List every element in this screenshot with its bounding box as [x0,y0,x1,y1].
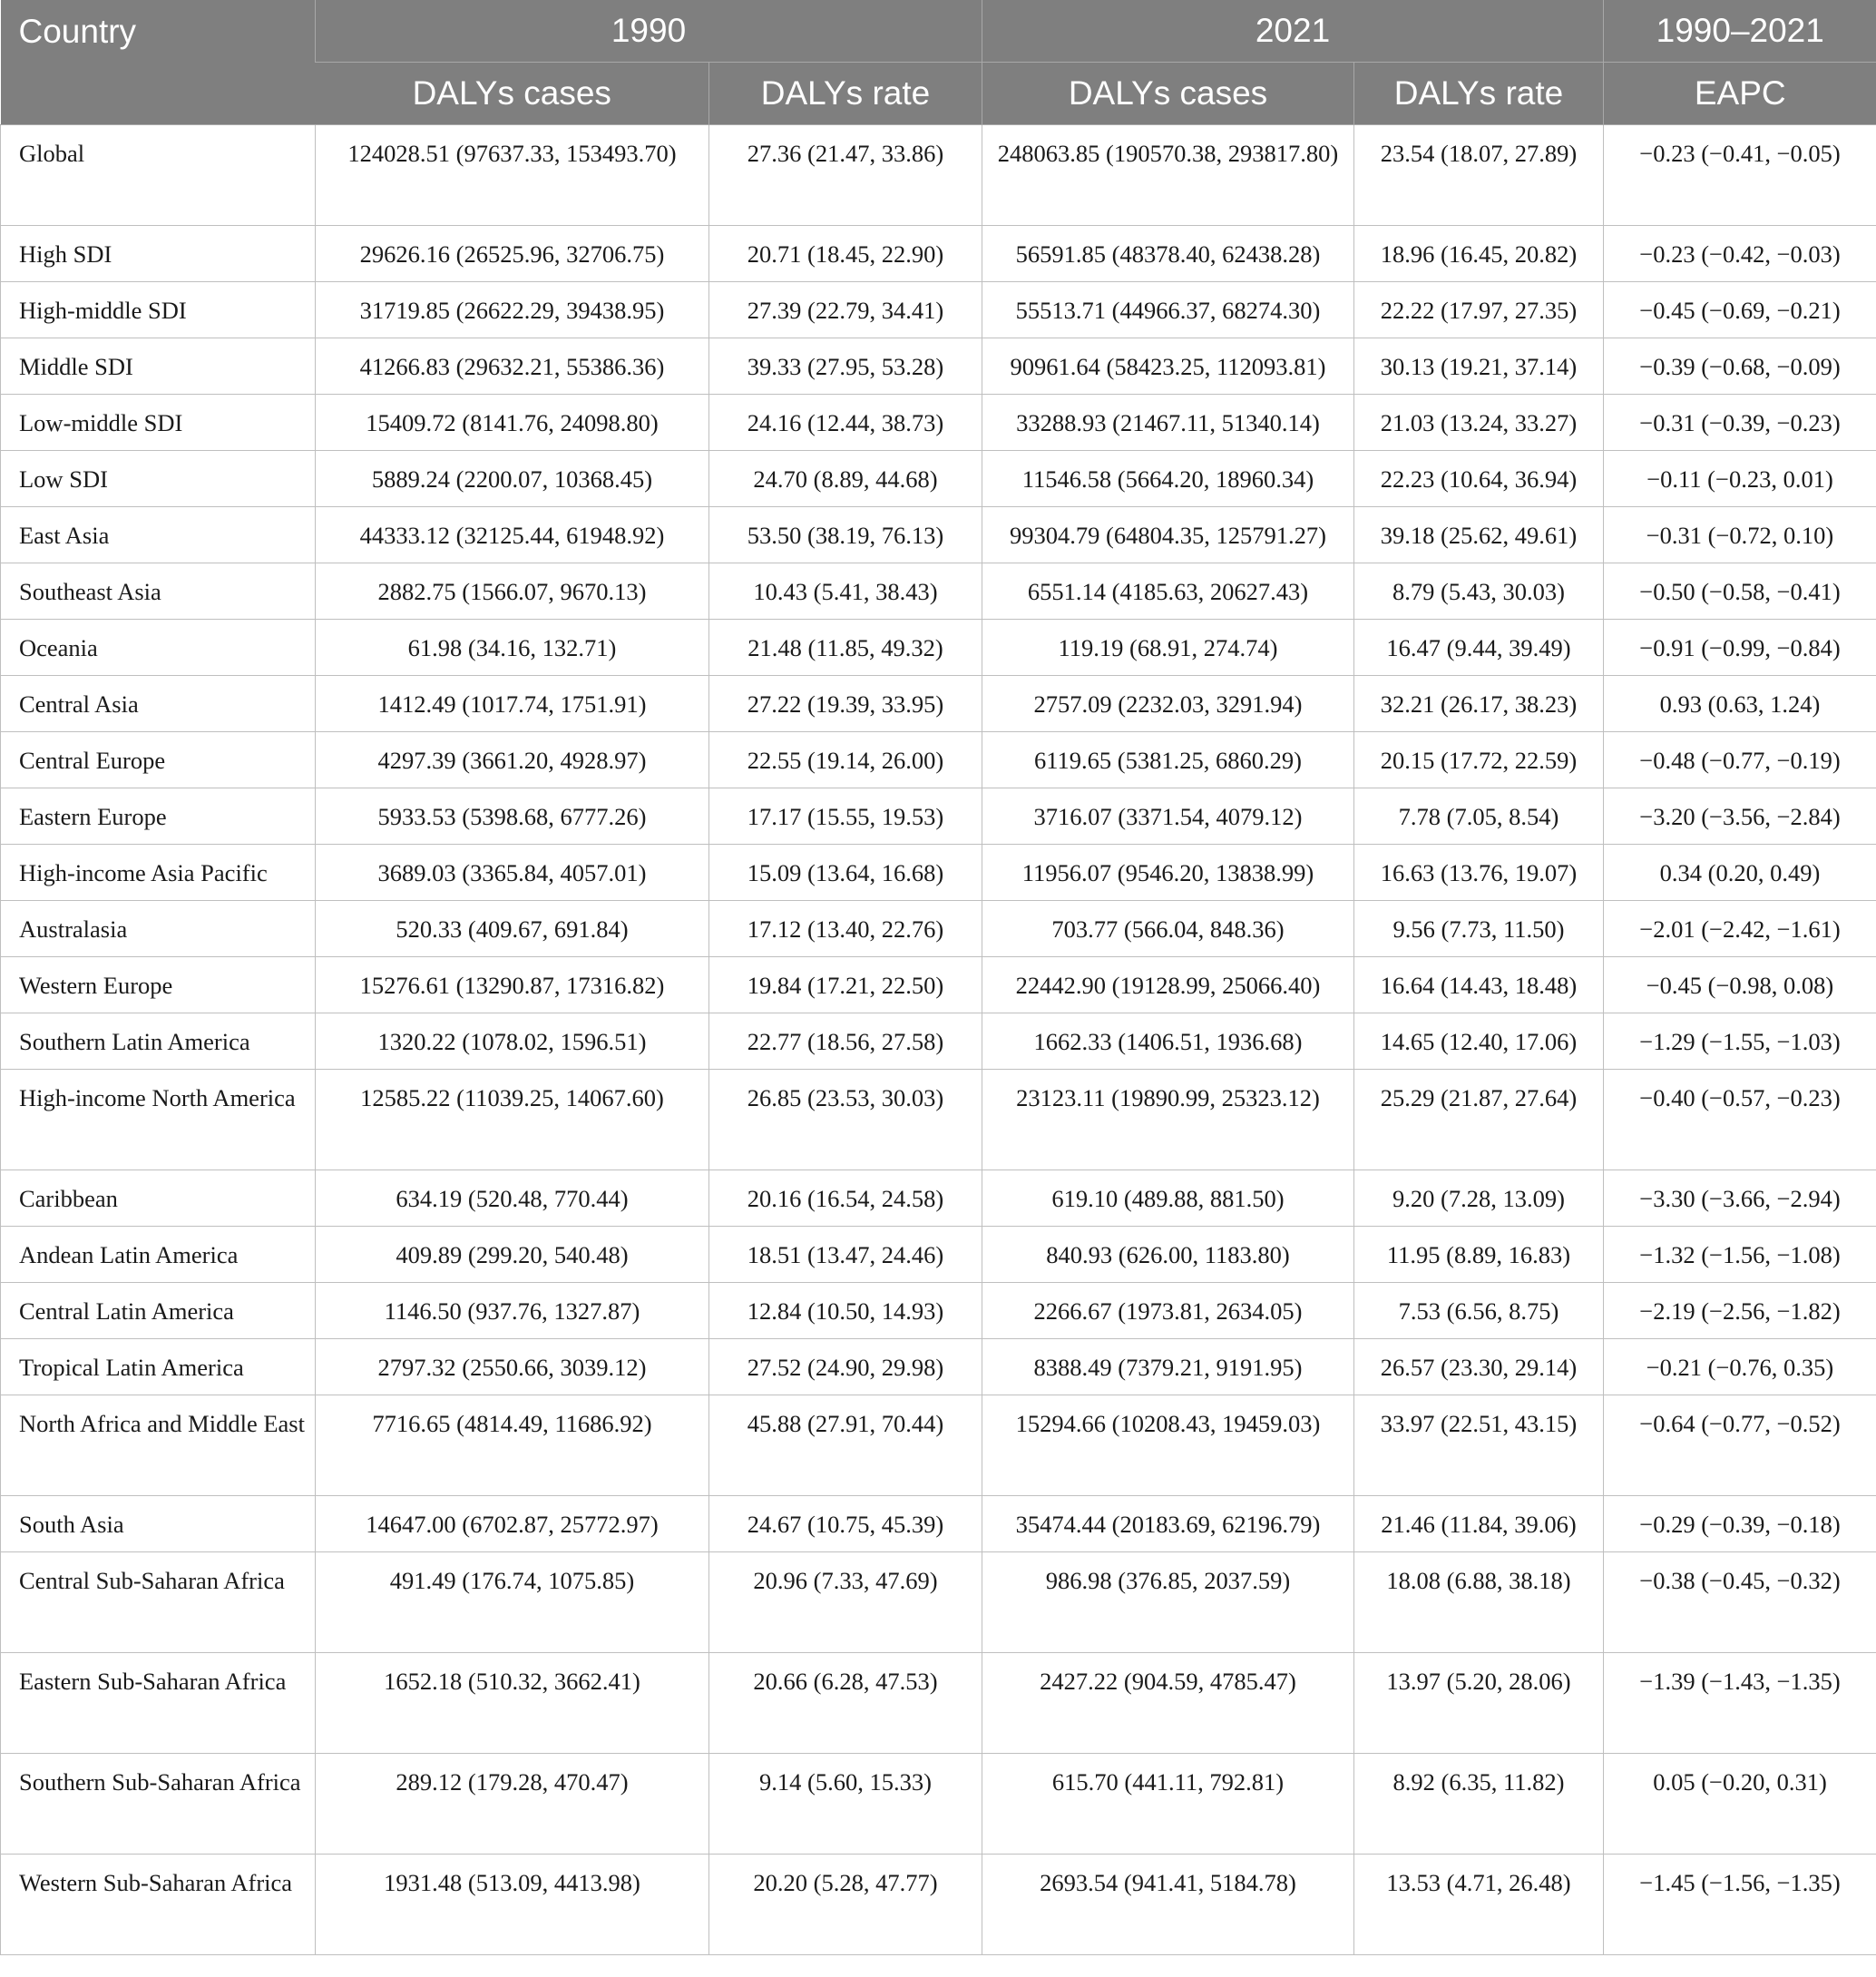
eapc-cell: −1.39 (−1.43, −1.35) [1604,1653,1876,1754]
dalys-cases-1990-cell: 61.98 (34.16, 132.71) [316,620,709,676]
table-row [1,395,1876,451]
country-cell: Central Europe [1,732,316,788]
eapc-cell: −0.23 (−0.41, −0.05) [1604,125,1876,226]
dalys-cases-1990-cell: 1320.22 (1078.02, 1596.51) [316,1013,709,1070]
table-row [1,1653,1876,1754]
dalys-cases-1990-cell: 491.49 (176.74, 1075.85) [316,1552,709,1653]
table-row [1,563,1876,620]
eapc-cell: −0.29 (−0.39, −0.18) [1604,1496,1876,1552]
table-row [1,1170,1876,1227]
dalys-cases-1990-cell: 7716.65 (4814.49, 11686.92) [316,1395,709,1496]
country-cell: Middle SDI [1,338,316,395]
dalys-rate-2021-cell: 8.79 (5.43, 30.03) [1354,563,1604,620]
dalys-cases-2021-cell: 90961.64 (58423.25, 112093.81) [982,338,1354,395]
header-row-years [1,0,1876,63]
dalys-rate-1990-cell: 15.09 (13.64, 16.68) [709,845,982,901]
table-row [1,226,1876,282]
dalys-rate-2021-cell: 21.03 (13.24, 33.27) [1354,395,1604,451]
dalys-rate-1990-cell: 27.39 (22.79, 34.41) [709,282,982,338]
eapc-cell: −0.38 (−0.45, −0.32) [1604,1552,1876,1653]
dalys-cases-2021-cell: 119.19 (68.91, 274.74) [982,620,1354,676]
country-cell: High SDI [1,226,316,282]
dalys-rate-1990-cell: 24.16 (12.44, 38.73) [709,395,982,451]
dalys-cases-1990-cell: 1652.18 (510.32, 3662.41) [316,1653,709,1754]
eapc-cell: −3.30 (−3.66, −2.94) [1604,1170,1876,1227]
table-row [1,1013,1876,1070]
country-cell: High-income Asia Pacific [1,845,316,901]
dalys-rate-1990-cell: 12.84 (10.50, 14.93) [709,1283,982,1339]
dalys-cases-2021-cell: 33288.93 (21467.11, 51340.14) [982,395,1354,451]
header-dalys-cases-2021: DALYs cases [982,63,1354,125]
dalys-cases-2021-cell: 248063.85 (190570.38, 293817.80) [982,125,1354,226]
dalys-rate-2021-cell: 39.18 (25.62, 49.61) [1354,507,1604,563]
dalys-cases-2021-cell: 35474.44 (20183.69, 62196.79) [982,1496,1354,1552]
table-row [1,338,1876,395]
dalys-cases-2021-cell: 6119.65 (5381.25, 6860.29) [982,732,1354,788]
dalys-rate-2021-cell: 13.97 (5.20, 28.06) [1354,1653,1604,1754]
eapc-cell: 0.34 (0.20, 0.49) [1604,845,1876,901]
eapc-cell: −0.39 (−0.68, −0.09) [1604,338,1876,395]
dalys-rate-2021-cell: 18.08 (6.88, 38.18) [1354,1552,1604,1653]
country-cell: High-income North America [1,1070,316,1170]
dalys-cases-2021-cell: 2427.22 (904.59, 4785.47) [982,1653,1354,1754]
dalys-rate-1990-cell: 20.71 (18.45, 22.90) [709,226,982,282]
dalys-rate-2021-cell: 13.53 (4.71, 26.48) [1354,1855,1604,1955]
eapc-cell: −0.31 (−0.39, −0.23) [1604,395,1876,451]
dalys-cases-1990-cell: 15409.72 (8141.76, 24098.80) [316,395,709,451]
dalys-rate-1990-cell: 10.43 (5.41, 38.43) [709,563,982,620]
country-cell: North Africa and Middle East [1,1395,316,1496]
dalys-rate-1990-cell: 19.84 (17.21, 22.50) [709,957,982,1013]
table-header [1,0,1876,125]
country-cell: Southeast Asia [1,563,316,620]
dalys-cases-2021-cell: 15294.66 (10208.43, 19459.03) [982,1395,1354,1496]
country-cell: High-middle SDI [1,282,316,338]
eapc-cell: −2.01 (−2.42, −1.61) [1604,901,1876,957]
eapc-cell: −0.45 (−0.69, −0.21) [1604,282,1876,338]
country-cell: Southern Latin America [1,1013,316,1070]
dalys-cases-1990-cell: 5933.53 (5398.68, 6777.26) [316,788,709,845]
dalys-cases-2021-cell: 615.70 (441.11, 792.81) [982,1754,1354,1855]
dalys-rate-1990-cell: 27.36 (21.47, 33.86) [709,125,982,226]
table-row [1,957,1876,1013]
country-cell: Australasia [1,901,316,957]
dalys-rate-2021-cell: 9.20 (7.28, 13.09) [1354,1170,1604,1227]
dalys-rate-2021-cell: 16.63 (13.76, 19.07) [1354,845,1604,901]
country-cell: Central Sub-Saharan Africa [1,1552,316,1653]
eapc-cell: −1.45 (−1.56, −1.35) [1604,1855,1876,1955]
table-row [1,1754,1876,1855]
table-row [1,1395,1876,1496]
dalys-cases-1990-cell: 634.19 (520.48, 770.44) [316,1170,709,1227]
dalys-rate-1990-cell: 18.51 (13.47, 24.46) [709,1227,982,1283]
dalys-cases-1990-cell: 124028.51 (97637.33, 153493.70) [316,125,709,226]
dalys-cases-1990-cell: 12585.22 (11039.25, 14067.60) [316,1070,709,1170]
dalys-rate-1990-cell: 27.22 (19.39, 33.95) [709,676,982,732]
eapc-cell: 0.05 (−0.20, 0.31) [1604,1754,1876,1855]
country-cell: Tropical Latin America [1,1339,316,1395]
dalys-rate-1990-cell: 20.16 (16.54, 24.58) [709,1170,982,1227]
dalys-rate-2021-cell: 14.65 (12.40, 17.06) [1354,1013,1604,1070]
dalys-cases-1990-cell: 31719.85 (26622.29, 39438.95) [316,282,709,338]
dalys-rate-2021-cell: 22.22 (17.97, 27.35) [1354,282,1604,338]
eapc-cell: −0.48 (−0.77, −0.19) [1604,732,1876,788]
dalys-cases-2021-cell: 56591.85 (48378.40, 62438.28) [982,226,1354,282]
dalys-cases-2021-cell: 11546.58 (5664.20, 18960.34) [982,451,1354,507]
dalys-cases-2021-cell: 2266.67 (1973.81, 2634.05) [982,1283,1354,1339]
dalys-cases-1990-cell: 520.33 (409.67, 691.84) [316,901,709,957]
dalys-rate-2021-cell: 7.78 (7.05, 8.54) [1354,788,1604,845]
eapc-cell: −3.20 (−3.56, −2.84) [1604,788,1876,845]
dalys-cases-1990-cell: 2797.32 (2550.66, 3039.12) [316,1339,709,1395]
dalys-cases-1990-cell: 1931.48 (513.09, 4413.98) [316,1855,709,1955]
dalys-cases-1990-cell: 41266.83 (29632.21, 55386.36) [316,338,709,395]
dalys-rate-1990-cell: 45.88 (27.91, 70.44) [709,1395,982,1496]
dalys-cases-2021-cell: 8388.49 (7379.21, 9191.95) [982,1339,1354,1395]
dalys-cases-1990-cell: 2882.75 (1566.07, 9670.13) [316,563,709,620]
table-row [1,901,1876,957]
header-year-2021: 2021 [982,0,1604,63]
country-cell: Central Asia [1,676,316,732]
table-row [1,620,1876,676]
table-body [1,125,1876,1955]
table-row [1,845,1876,901]
eapc-cell: −0.45 (−0.98, 0.08) [1604,957,1876,1013]
dalys-cases-2021-cell: 1662.33 (1406.51, 1936.68) [982,1013,1354,1070]
eapc-cell: −2.19 (−2.56, −1.82) [1604,1283,1876,1339]
header-year-1990: 1990 [316,0,982,63]
eapc-cell: −0.40 (−0.57, −0.23) [1604,1070,1876,1170]
eapc-cell: −0.64 (−0.77, −0.52) [1604,1395,1876,1496]
table-row [1,125,1876,226]
dalys-cases-1990-cell: 409.89 (299.20, 540.48) [316,1227,709,1283]
dalys-rate-2021-cell: 23.54 (18.07, 27.89) [1354,125,1604,226]
dalys-cases-1990-cell: 44333.12 (32125.44, 61948.92) [316,507,709,563]
dalys-cases-2021-cell: 840.93 (626.00, 1183.80) [982,1227,1354,1283]
eapc-cell: −0.11 (−0.23, 0.01) [1604,451,1876,507]
header-country: Country [1,0,316,125]
table-row [1,788,1876,845]
table-row [1,1283,1876,1339]
table-row [1,507,1876,563]
dalys-rate-2021-cell: 20.15 (17.72, 22.59) [1354,732,1604,788]
dalys-cases-1990-cell: 15276.61 (13290.87, 17316.82) [316,957,709,1013]
dalys-rate-1990-cell: 24.70 (8.89, 44.68) [709,451,982,507]
table-row [1,732,1876,788]
dalys-rate-1990-cell: 26.85 (23.53, 30.03) [709,1070,982,1170]
country-cell: Eastern Sub-Saharan Africa [1,1653,316,1754]
country-cell: East Asia [1,507,316,563]
dalys-rate-2021-cell: 8.92 (6.35, 11.82) [1354,1754,1604,1855]
header-dalys-rate-2021: DALYs rate [1354,63,1604,125]
dalys-rate-2021-cell: 7.53 (6.56, 8.75) [1354,1283,1604,1339]
eapc-cell: −1.29 (−1.55, −1.03) [1604,1013,1876,1070]
dalys-cases-2021-cell: 6551.14 (4185.63, 20627.43) [982,563,1354,620]
dalys-cases-1990-cell: 3689.03 (3365.84, 4057.01) [316,845,709,901]
dalys-rate-1990-cell: 27.52 (24.90, 29.98) [709,1339,982,1395]
dalys-rate-1990-cell: 39.33 (27.95, 53.28) [709,338,982,395]
eapc-cell: −0.21 (−0.76, 0.35) [1604,1339,1876,1395]
table-row [1,1339,1876,1395]
dalys-rate-1990-cell: 53.50 (38.19, 76.13) [709,507,982,563]
dalys-rate-1990-cell: 17.12 (13.40, 22.76) [709,901,982,957]
dalys-rate-2021-cell: 32.21 (26.17, 38.23) [1354,676,1604,732]
dalys-cases-1990-cell: 5889.24 (2200.07, 10368.45) [316,451,709,507]
country-cell: South Asia [1,1496,316,1552]
country-cell: Low-middle SDI [1,395,316,451]
country-cell: Western Sub-Saharan Africa [1,1855,316,1955]
dalys-cases-2021-cell: 986.98 (376.85, 2037.59) [982,1552,1354,1653]
header-dalys-rate-1990: DALYs rate [709,63,982,125]
dalys-rate-2021-cell: 18.96 (16.45, 20.82) [1354,226,1604,282]
header-eapc: EAPC [1604,63,1876,125]
dalys-rate-2021-cell: 25.29 (21.87, 27.64) [1354,1070,1604,1170]
dalys-rate-1990-cell: 20.66 (6.28, 47.53) [709,1653,982,1754]
country-cell: Oceania [1,620,316,676]
country-cell: Low SDI [1,451,316,507]
country-cell: Caribbean [1,1170,316,1227]
dalys-rate-2021-cell: 26.57 (23.30, 29.14) [1354,1339,1604,1395]
dalys-cases-2021-cell: 22442.90 (19128.99, 25066.40) [982,957,1354,1013]
dalys-cases-2021-cell: 703.77 (566.04, 848.36) [982,901,1354,957]
dalys-cases-1990-cell: 1146.50 (937.76, 1327.87) [316,1283,709,1339]
country-cell: Global [1,125,316,226]
eapc-cell: −0.91 (−0.99, −0.84) [1604,620,1876,676]
eapc-cell: −1.32 (−1.56, −1.08) [1604,1227,1876,1283]
header-period: 1990–2021 [1604,0,1876,63]
dalys-cases-2021-cell: 55513.71 (44966.37, 68274.30) [982,282,1354,338]
dalys-rate-1990-cell: 17.17 (15.55, 19.53) [709,788,982,845]
dalys-cases-1990-cell: 29626.16 (26525.96, 32706.75) [316,226,709,282]
dalys-rate-2021-cell: 16.64 (14.43, 18.48) [1354,957,1604,1013]
dalys-cases-2021-cell: 23123.11 (19890.99, 25323.12) [982,1070,1354,1170]
table-row [1,1855,1876,1955]
dalys-rate-2021-cell: 30.13 (19.21, 37.14) [1354,338,1604,395]
table-row [1,1496,1876,1552]
dalys-cases-2021-cell: 2693.54 (941.41, 5184.78) [982,1855,1354,1955]
dalys-rate-2021-cell: 16.47 (9.44, 39.49) [1354,620,1604,676]
dalys-rate-2021-cell: 33.97 (22.51, 43.15) [1354,1395,1604,1496]
dalys-rate-2021-cell: 9.56 (7.73, 11.50) [1354,901,1604,957]
table-row [1,1227,1876,1283]
dalys-rate-2021-cell: 11.95 (8.89, 16.83) [1354,1227,1604,1283]
country-cell: Central Latin America [1,1283,316,1339]
dalys-rate-1990-cell: 20.20 (5.28, 47.77) [709,1855,982,1955]
dalys-cases-1990-cell: 4297.39 (3661.20, 4928.97) [316,732,709,788]
dalys-cases-2021-cell: 11956.07 (9546.20, 13838.99) [982,845,1354,901]
dalys-rate-1990-cell: 22.77 (18.56, 27.58) [709,1013,982,1070]
table-row [1,451,1876,507]
eapc-cell: 0.93 (0.63, 1.24) [1604,676,1876,732]
dalys-rate-2021-cell: 21.46 (11.84, 39.06) [1354,1496,1604,1552]
dalys-cases-1990-cell: 289.12 (179.28, 470.47) [316,1754,709,1855]
country-cell: Southern Sub-Saharan Africa [1,1754,316,1855]
country-cell: Andean Latin America [1,1227,316,1283]
eapc-cell: −0.23 (−0.42, −0.03) [1604,226,1876,282]
dalys-cases-1990-cell: 14647.00 (6702.87, 25772.97) [316,1496,709,1552]
dalys-cases-2021-cell: 99304.79 (64804.35, 125791.27) [982,507,1354,563]
dalys-rate-1990-cell: 24.67 (10.75, 45.39) [709,1496,982,1552]
dalys-rate-1990-cell: 22.55 (19.14, 26.00) [709,732,982,788]
header-dalys-cases-1990: DALYs cases [316,63,709,125]
table-row [1,282,1876,338]
table-row [1,676,1876,732]
dalys-cases-1990-cell: 1412.49 (1017.74, 1751.91) [316,676,709,732]
eapc-cell: −0.31 (−0.72, 0.10) [1604,507,1876,563]
country-cell: Eastern Europe [1,788,316,845]
dalys-rate-1990-cell: 9.14 (5.60, 15.33) [709,1754,982,1855]
dalys-rate-1990-cell: 20.96 (7.33, 47.69) [709,1552,982,1653]
dalys-cases-2021-cell: 619.10 (489.88, 881.50) [982,1170,1354,1227]
country-cell: Western Europe [1,957,316,1013]
dalys-cases-2021-cell: 3716.07 (3371.54, 4079.12) [982,788,1354,845]
dalys-cases-2021-cell: 2757.09 (2232.03, 3291.94) [982,676,1354,732]
eapc-cell: −0.50 (−0.58, −0.41) [1604,563,1876,620]
dalys-rate-2021-cell: 22.23 (10.64, 36.94) [1354,451,1604,507]
dalys-rate-1990-cell: 21.48 (11.85, 49.32) [709,620,982,676]
table-row [1,1070,1876,1170]
table-row [1,1552,1876,1653]
